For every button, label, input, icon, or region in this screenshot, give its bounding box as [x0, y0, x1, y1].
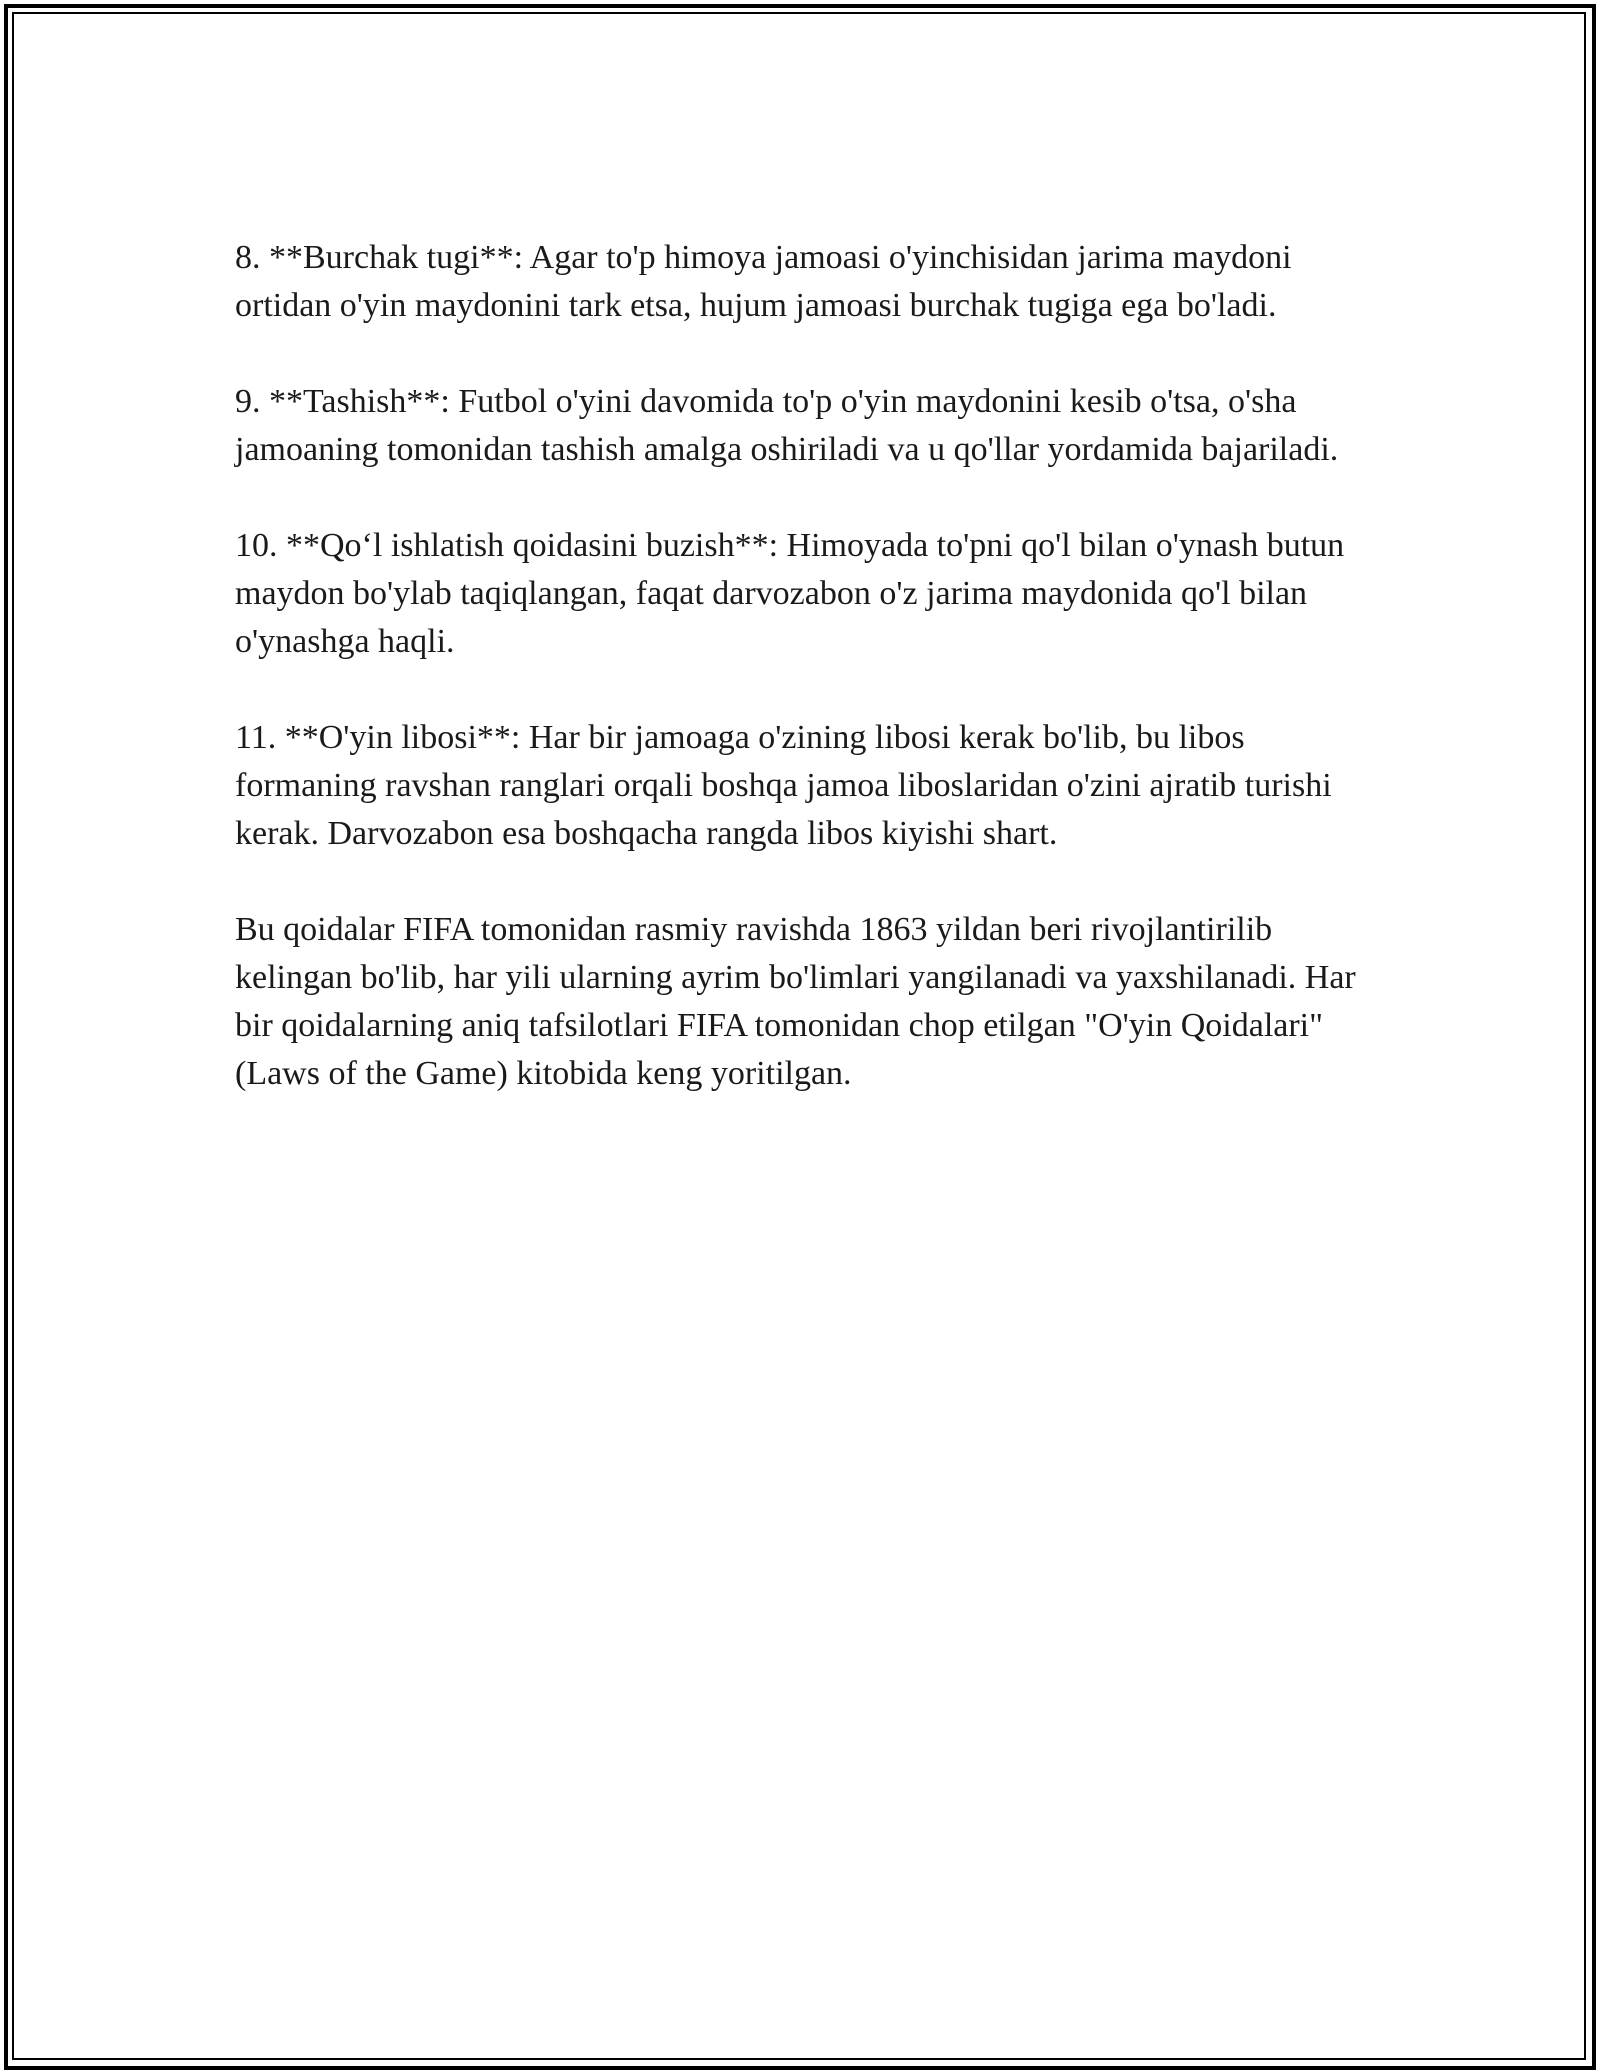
paragraph-handball: 10. **Qo‘l ishlatish qoidasini buzish**: Himoyada to'pni qo'l bilan o'ynash butun maydon bo'ylab taqiqlangan, faqat darvozabon o'z jarima maydonida qo'l bilan o'ynashga haqli.: [235, 527, 1345, 660]
paragraph-kit: 11. **O'yin libosi**: Har bir jamoaga o'zining libosi kerak bo'lib, bu libos formaning ravshan ranglari orqali boshqa jamoa liboslaridan o'zini ajratib turishi kerak. Darvozabon esa boshqacha rangda libos kiyishi shart.: [235, 719, 1332, 852]
paragraph-corner-kick: 8. **Burchak tugi**: Agar to'p himoya jamoasi o'yinchisidan jarima maydoni ortidan o'yin maydonini tark etsa, hujum jamoasi burchak tugiga ega bo'ladi.: [235, 239, 1292, 324]
paragraph-throw-in: 9. **Tashish**: Futbol o'yini davomida to'p o'yin maydonini kesib o'tsa, o'sha jamoaning tomonidan tashish amalga oshiriladi va u qo'llar yordamida bajariladi.: [235, 383, 1339, 468]
paragraph-conclusion: Bu qoidalar FIFA tomonidan rasmiy ravishda 1863 yildan beri rivojlantirilib kelingan bo'lib, har yili ularning ayrim bo'limlari yangilanadi va yaxshilanadi. Har bir qoidalarning aniq tafsilotlari FIFA tomonidan chop etilgan "O'yin Qoidalari" (Laws of the Game) kitobida keng yoritilgan.: [235, 911, 1356, 1092]
document-body: [235, 234, 1375, 1146]
